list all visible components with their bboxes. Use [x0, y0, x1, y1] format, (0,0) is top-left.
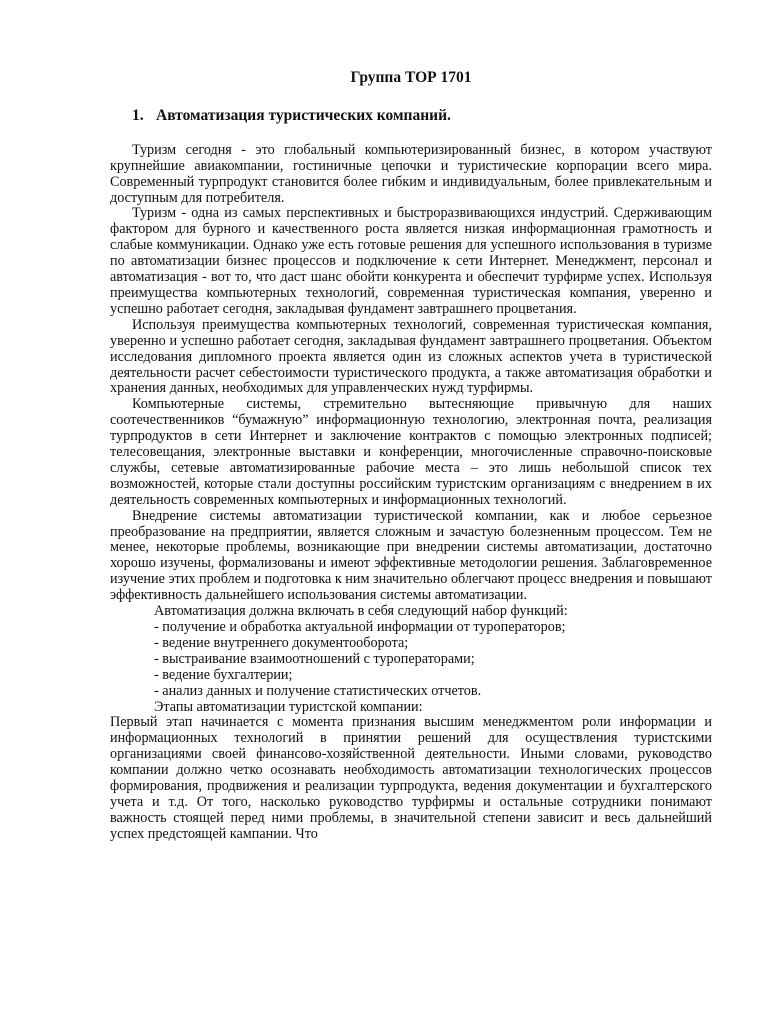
paragraph-2: Туризм - одна из самых перспективных и быстроразвивающихся индустрий. Сдерживающим фактором для бурного и качественного роста является низкая информационная грамотность и слабые коммуникации. Однако уже есть готовые решения для успешного использования в туризме по автоматизации бизнес процессов и подключение к сети Интернет. Менеджмент, персонал и автоматизация - вот то, что даст шанс обойти конкурента и обеспечит турфирме успех. Используя преимущества компьютерных технологий, современная туристическая компания, уверенно и успешно работает сегодня, закладывая фундамент завтрашнего процветания.: [110, 205, 712, 317]
section-number: 1.: [132, 106, 144, 124]
list-item: - анализ данных и получение статистических отчетов.: [154, 682, 482, 699]
stages-intro: Этапы автоматизации туристской компании:: [154, 698, 423, 715]
document-page: [110, 62, 712, 843]
paragraph-5: Внедрение системы автоматизации туристической компании, как и любое серьезное преобразование на предприятии, является сложным и зачастую болезненным процессом. Тем не менее, некоторые проблемы, возникающие при внедрении системы автоматизации, достаточно хорошо изучены, формализованы и имеют эффективные методологии решения. Заблаговременное изучение этих проблем и подготовка к ним значительно облегчают процесс внедрения и повышают эффективность дальнейшего использования системы автоматизации.: [110, 507, 713, 604]
list-item: - получение и обработка актуальной информации от туроператоров;: [154, 619, 566, 635]
paragraph-1: Туризм сегодня - это глобальный компьютеризированный бизнес, в котором участвуют крупнейшие авиакомпании, гостиничные цепочки и туристические корпорации всего мира. Современный турпродукт становится более гибким и индивидуальным, более привлекательным и доступным для потребителя.: [110, 141, 712, 206]
paragraph-4: Компьютерные системы, стремительно вытесняющие привычную для наших соотечественников “бумажную” информационную технологию, электронная почта, реализация турпродуктов в сети Интернет и заключение контрактов с помощью электронных подписей; телесовещания, электронные выставки и конференции, многочисленные справочно-поисковые службы, сетевые автоматизированные рабочие места – это лишь небольшой список тех возможностей, которые стали доступны российским туристским организациям с внедрением в их деятельность современных компьютерных и информационных технологий.: [110, 396, 712, 508]
function-list: [110, 620, 712, 700]
paragraph-3: Используя преимущества компьютерных технологий, современная туристическая компания, уверенно и успешно работает сегодня, закладывая фундамент завтрашнего процветания. Объектом исследования дипломного проекта является один из сложных аспектов учета в туристической деятельности расчет себестоимости туристического продукта, а также автоматизация обработки и хранения данных, необходимых для управленческих нужд турфирмы.: [110, 316, 712, 397]
document-title: Группа ТОР 1701: [350, 69, 472, 86]
list-intro: Автоматизация должна включать в себя следующий набор функций:: [154, 603, 568, 620]
final-paragraph: Первый этап начинается с момента признания высшим менеджментом роли информации и информационных технологий в принятии решений для осуществления туристскими организациями своей финансово-хозяйственной деятельности. Иными словами, руководство компании должно четко осознавать необходимость автоматизации технологических процессов формирования, продвижения и реализации турпродукта, ведения документации и бухгалтерского учета и т.д. От того, насколько руководство турфирмы и остальные сотрудники понимают важность стоящей перед ними проблемы, в значительной степени зависит и весь дальнейший успех предстоящей кампании. Что: [110, 714, 712, 842]
section-heading: [132, 108, 712, 124]
list-item: - выстраивание взаимоотношений с туроператорами;: [154, 650, 475, 667]
section-heading-text: Автоматизация туристических компаний.: [156, 106, 451, 124]
list-item: - ведение бухгалтерии;: [154, 666, 293, 683]
list-item: - ведение внутреннего документооборота;: [154, 634, 409, 651]
